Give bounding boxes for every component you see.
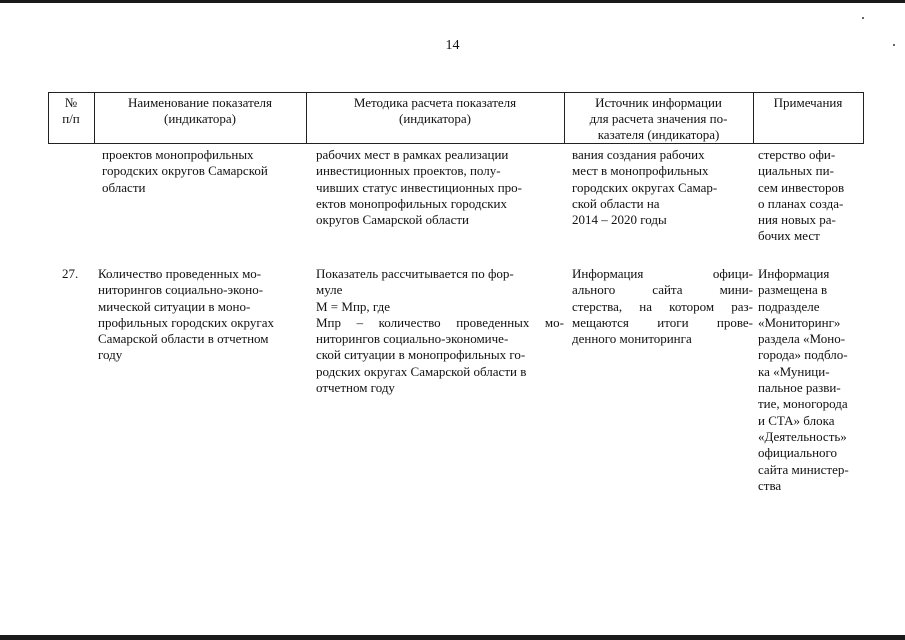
text-line: ального сайта мини- (572, 282, 753, 298)
text-line: инвестиционных проектов, полу- (316, 163, 501, 179)
text-line: бочих мест (758, 228, 820, 244)
text-line: стерства, на котором раз- (572, 298, 753, 314)
row-source (572, 266, 753, 347)
header-line: (индикатора) (164, 111, 236, 126)
header-name (94, 95, 306, 127)
header-line: Примечания (773, 95, 843, 110)
text-line: области (102, 179, 146, 195)
continuation-source (572, 147, 752, 228)
text-line: размещена в (758, 282, 828, 298)
text-line: родских округах Самарской области в (316, 363, 527, 379)
table-header-row (48, 92, 864, 144)
text-line: проектов монопрофильных (102, 147, 254, 162)
text-line: циальных пи- (758, 163, 834, 179)
text-line: ния новых ра- (758, 212, 836, 228)
text-line: тие, моногорода (758, 396, 848, 412)
continuation-method (316, 147, 561, 228)
continuation-notes (758, 147, 864, 245)
text-line: отчетном году (316, 380, 395, 396)
text-line: мест в монопрофильных (572, 163, 709, 179)
header-line: (индикатора) (399, 111, 471, 126)
continuation-name (102, 147, 302, 196)
row-notes (758, 266, 864, 494)
table-border (863, 93, 864, 143)
header-line: № (64, 95, 78, 110)
text-line: Показатель рассчитывается по фор- (316, 266, 514, 281)
text-line: пальное разви- (758, 380, 841, 396)
row-method (316, 266, 564, 396)
header-line: Источник информации (595, 95, 722, 110)
text-line: о планах созда- (758, 195, 844, 211)
text-line: городских округах Самар- (572, 179, 718, 195)
header-line: Наименование показателя (127, 95, 273, 110)
text-line: подразделе (758, 298, 820, 314)
text-line: ской ситуации в монопрофильных го- (316, 347, 526, 363)
scan-border-top (0, 0, 905, 3)
text-line: ской области на (572, 195, 660, 211)
header-line: Методика расчета показателя (353, 95, 517, 110)
text-line: Информация офици- (572, 266, 753, 281)
text-line: Мпр – количество проведенных мо- (316, 314, 564, 330)
text-line: чивших статус инвестиционных про- (316, 179, 523, 195)
text-line: «Мониторинг» (758, 314, 841, 330)
text-line: «Деятельность» (758, 428, 847, 444)
text-line: Информация (758, 266, 830, 281)
text-line: города» подбло- (758, 347, 848, 363)
header-notes (753, 95, 863, 111)
text-line: стерство офи- (758, 147, 836, 162)
page-number: 14 (445, 38, 460, 53)
scan-speck (862, 17, 864, 19)
text-line: Самарской области в отчетном (98, 331, 269, 347)
text-line: Количество проведенных мо- (98, 266, 262, 281)
text-line: сем инвесторов (758, 179, 845, 195)
scan-border-bottom (0, 635, 905, 640)
row-number: 27. (62, 266, 79, 281)
header-line: для расчета значения по- (589, 111, 728, 126)
text-line: вания создания рабочих (572, 147, 705, 162)
text-line: мической ситуации в моно- (98, 298, 251, 314)
header-source (564, 95, 753, 143)
text-line: ка «Муници- (758, 363, 830, 379)
text-line: и СТА» блока (758, 412, 835, 428)
text-line: раздела «Моно- (758, 331, 846, 347)
text-line: ства (758, 477, 782, 493)
text-line: ниторингов социально-эконо- (98, 282, 264, 298)
header-method (306, 95, 564, 127)
text-line: сайта министер- (758, 461, 849, 477)
text-line: денного мониторинга (572, 331, 692, 347)
text-line: 2014 – 2020 годы (572, 212, 667, 228)
text-line: муле (316, 282, 343, 298)
text-line: официального (758, 445, 838, 461)
header-line: казателя (индикатора) (597, 127, 720, 142)
indicator-table (48, 92, 864, 493)
text-line: городских округов Самарской (102, 163, 268, 179)
text-line: ектов монопрофильных городских (316, 195, 507, 211)
text-line: ниторингов социально-экономиче- (316, 331, 509, 347)
row-indicator-name (98, 266, 303, 364)
header-line: п/п (62, 111, 80, 126)
text-line: рабочих мест в рамках реализации (316, 147, 509, 162)
text-line: мещаются итоги прове- (572, 314, 753, 330)
text-line: округов Самарской области (316, 212, 469, 228)
text-line: году (98, 347, 123, 363)
text-line: профильных городских округах (98, 314, 274, 330)
header-number (48, 95, 94, 127)
formula-line: М = Мпр, где (316, 298, 390, 314)
